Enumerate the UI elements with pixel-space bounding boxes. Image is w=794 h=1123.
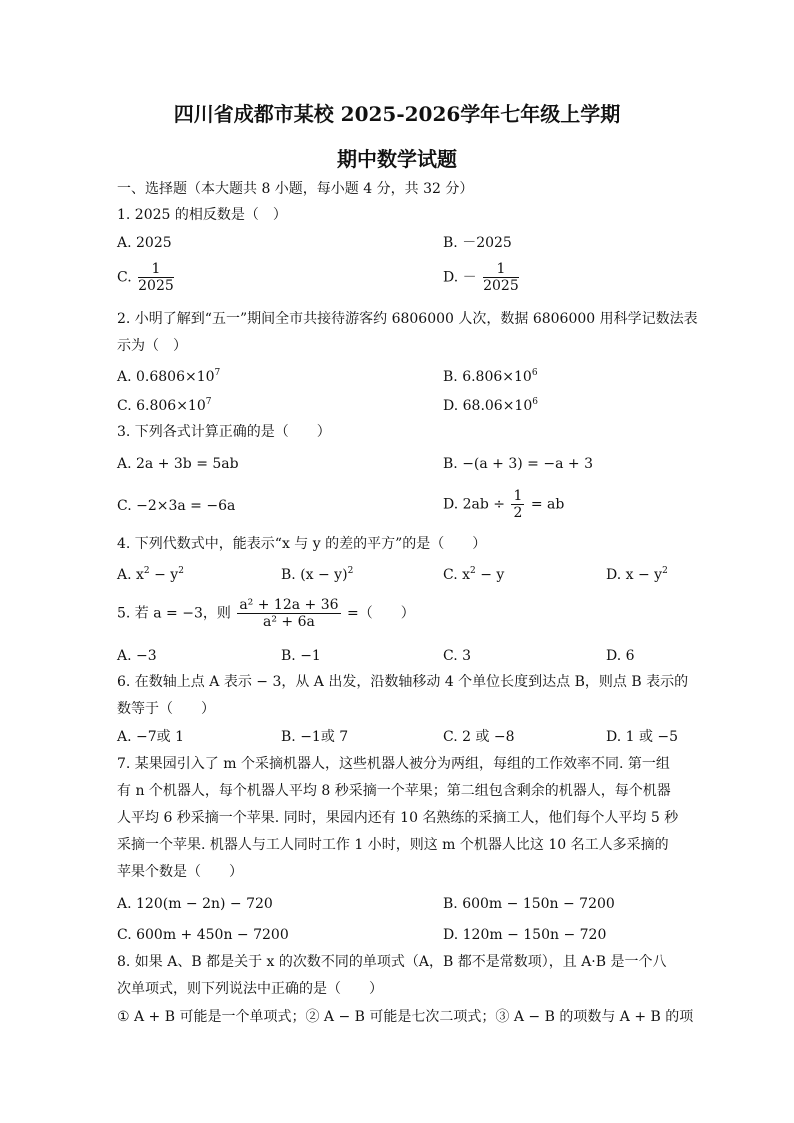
q1-option-c-fraction [138, 261, 174, 294]
q7-stem-line-1: 7. 某果园引入了 m 个采摘机器人，这些机器人被分为两组，每组的工作效率不同. 第一组 [117, 756, 670, 772]
q3-option-b: B. −(a + 3) = −a + 3 [443, 456, 593, 472]
q7-option-c: C. 600m + 450n − 7200 [117, 927, 289, 943]
q6-stem-line-2: 数等于（ ） [117, 701, 215, 717]
q1-option-c [117, 261, 176, 294]
q5-option-c: C. 3 [443, 648, 472, 664]
q6-option-d: D. 1 或 −5 [606, 729, 679, 745]
q7-stem-line-5: 苹果个数是（ ） [117, 864, 243, 880]
q4-option-b: B. $(x - y)^2$ [281, 566, 354, 583]
q4-option-c: C. $x^2 - y$ [443, 566, 505, 583]
q2-option-b: B. $6.806\times 10^6$ [443, 368, 538, 385]
q6-option-b: B. −1或 7 [281, 729, 349, 745]
q7-stem-line-3: 人平均 6 秒采摘一个苹果. 同时，果园内还有 10 名熟练的采摘工人，他们每个人平均 5 秒 [117, 810, 679, 826]
q1-stem: 1. 2025 的相反数是（ ） [117, 207, 287, 223]
q7-stem-line-2: 有 n 个机器人，每个机器人平均 8 秒采摘一个苹果；第二组包含剩余的机器人，每个机器 [117, 783, 671, 799]
q5-option-b: B. −1 [281, 648, 321, 664]
q1-c-denominator: 2025 [138, 278, 174, 294]
q1-option-d-fraction [483, 261, 519, 294]
section-heading: 一、选择题（本大题共 8 小题，每小题 4 分，共 32 分） [117, 181, 474, 197]
q5-numerator: a² + 12a + 36 [239, 597, 339, 613]
q5-stem: 5. 若 a = −3，则 $\frac{\text{a² + 12a + 36}}{\text{a² + 6a}}$ =（ ） [117, 597, 415, 630]
q3-option-d: D. 2ab ÷ $\frac{1}{2}$ = ab [443, 488, 565, 521]
q1-c-numerator: 1 [138, 261, 174, 278]
q7-option-a: A. 120(m − 2n) − 720 [117, 896, 273, 912]
q1-option-d [443, 261, 521, 294]
q1-d-denominator: 2025 [483, 278, 519, 294]
q3-option-c: C. −2×3a = −6a [117, 498, 236, 514]
q1-option-a: A. 2025 [117, 235, 172, 251]
q5-option-d: D. 6 [606, 648, 635, 664]
q1-d-numerator: 1 [483, 261, 519, 278]
q7-option-b: B. 600m − 150n − 7200 [443, 896, 615, 912]
q5-fraction [237, 597, 340, 630]
q7-stem-line-4: 采摘一个苹果. 机器人与工人同时工作 1 小时，则这 m 个机器人比这 10 名工人多采摘的 [117, 837, 669, 853]
q1-option-c-label: C. [117, 269, 132, 286]
q4-stem: 4. 下列代数式中，能表示“x 与 y 的差的平方”的是（ ） [117, 536, 487, 552]
q3-stem: 3. 下列各式计算正确的是（ ） [117, 424, 331, 440]
q8-stem-line-2: 次单项式，则下列说法中正确的是（ ） [117, 981, 383, 997]
q8-stem-line-3: ① A + B 可能是一个单项式；② A − B 可能是七次二项式；③ A − B 的项数与 A + B 的项 [117, 1009, 694, 1025]
q4-option-a: A. $x^2 - y^2$ [117, 566, 184, 583]
q6-option-a: A. −7或 1 [117, 729, 185, 745]
q6-stem-line-1: 6. 在数轴上点 A 表示 − 3，从 A 出发，沿数轴移动 4 个单位长度到达点 B，则点 B 表示的 [117, 674, 689, 690]
q4-option-d: D. $x - y^2$ [606, 566, 668, 583]
q6-option-c: C. 2 或 −8 [443, 729, 515, 745]
q3-d-fraction: $\frac{1}{2}$ [513, 488, 523, 521]
q2-option-c: C. $6.806\times 10^7$ [117, 397, 212, 414]
q1-option-b: B. －2025 [443, 235, 512, 251]
q7-option-d: D. 120m − 150n − 720 [443, 927, 607, 943]
q2-stem-line-1: 2. 小明了解到“五一”期间全市共接待游客约 6806000 人次，数据 6806000 用科学记数法表 [117, 311, 698, 327]
q2-stem-line-2: 示为（ ） [117, 338, 187, 354]
title-line-2: 期中数学试题 [337, 147, 457, 171]
title-line-1: 四川省成都市某校 2025-2026学年七年级上学期 [173, 102, 621, 126]
q5-denominator: a² + 6a [263, 614, 315, 630]
q2-option-d: D. $68.06\times 10^6$ [443, 397, 538, 414]
q8-stem-line-1: 8. 如果 A、B 都是关于 x 的次数不同的单项式（A，B 都不是常数项），且 A·B 是一个八 [117, 954, 667, 970]
q3-option-a: A. 2a + 3b = 5ab [117, 456, 239, 472]
q1-option-d-label: D. － [443, 269, 477, 286]
q5-option-a: A. −3 [117, 648, 157, 664]
q2-option-a: A. $0.6806\times 10^7$ [117, 368, 221, 385]
